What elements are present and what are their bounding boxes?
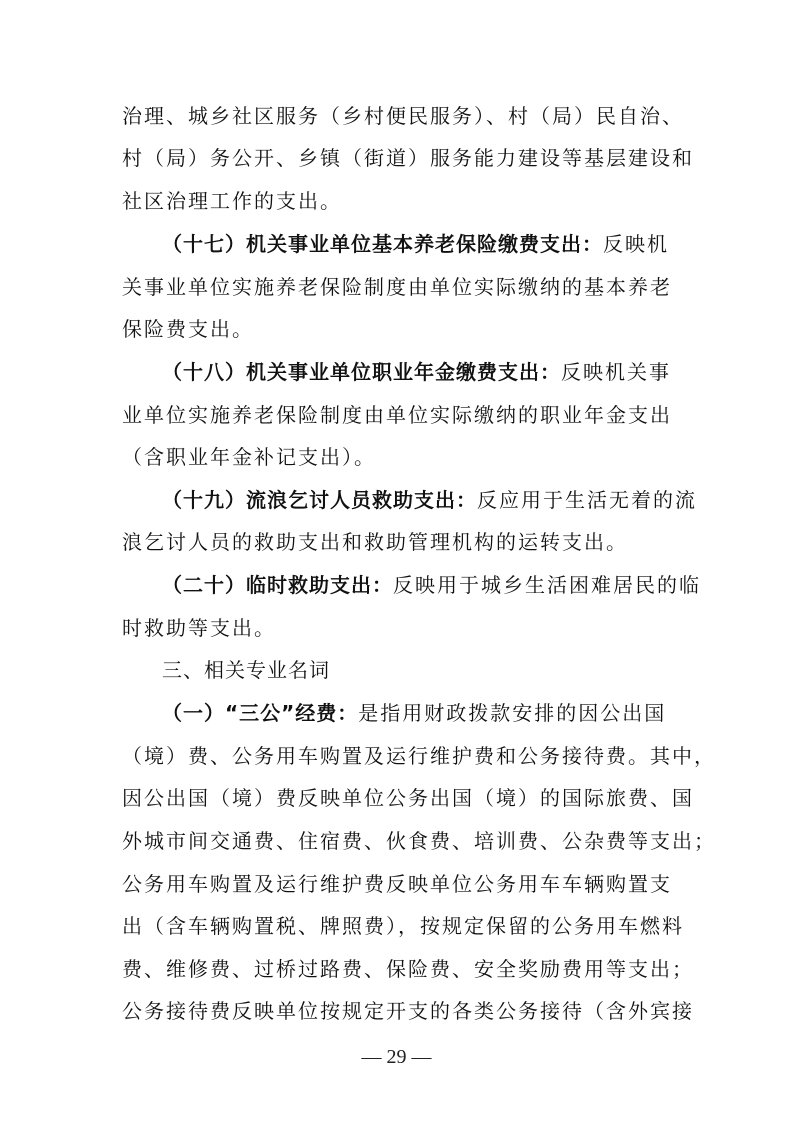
line-text: 浪乞讨人员的救助支出和救助管理机构的运转支出。 — [122, 530, 628, 554]
line-text: 社区治理工作的支出。 — [122, 189, 342, 213]
section-heading-line — [162, 567, 701, 603]
paragraph-line — [122, 397, 671, 433]
line-text: （含职业年金补记支出）。 — [122, 445, 376, 469]
paragraph-line — [122, 738, 716, 774]
line-text: 保险费支出。 — [122, 317, 254, 341]
paragraph-line — [122, 823, 716, 859]
section-heading-bold: （十七）机关事业单位基本养老保险缴费支出： — [162, 232, 603, 256]
line-text: 外城市间交通费、住宿费、伙食费、培训费、公杂费等支出； — [122, 829, 716, 853]
line-text: 反映用于城乡生活困难居民的临 — [393, 573, 701, 597]
line-text: 时救助等支出。 — [122, 616, 276, 640]
paragraph-line — [122, 311, 671, 347]
line-text: 公务接待费反映单位按规定开支的各类公务接待（含外宾接 — [122, 999, 694, 1023]
line-text: 反应用于生活无着的流 — [477, 488, 697, 512]
section-heading-bold: （一）“三公”经费： — [162, 701, 359, 725]
line-text: 反映机关事 — [561, 360, 671, 384]
line-text: 是指用财政拨款安排的因公出国 — [358, 701, 667, 725]
line-text: 费、维修费、过桥过路费、保险费、安全奖励费用等支出； — [122, 957, 694, 981]
paragraph-line — [122, 140, 694, 176]
line-text: 村（局）务公开、乡镇（街道）服务能力建设等基层建设和 — [122, 146, 694, 170]
paragraph-line — [122, 439, 671, 475]
line-text: 关事业单位实施养老保险制度由单位实际缴纳的基本养老 — [122, 275, 672, 299]
line-text: 治理、城乡社区服务（乡村便民服务）、村（局）民自治、 — [122, 104, 684, 128]
section-title — [162, 652, 671, 688]
line-text: （境）费、公务用车购置及运行维护费和公务接待费。其中， — [122, 744, 716, 768]
line-text: 业单位实施养老保险制度由单位实际缴纳的职业年金支出 — [122, 403, 672, 427]
section-heading-line — [162, 482, 697, 518]
section-title-text: 三、相关专业名词 — [162, 658, 330, 682]
paragraph-line — [122, 98, 684, 134]
paragraph-line — [122, 610, 671, 646]
line-text: 反映机 — [603, 232, 669, 256]
paragraph-line — [122, 524, 671, 560]
paragraph-line — [122, 866, 671, 902]
section-heading-line — [162, 354, 671, 390]
line-text: 出（含车辆购置税、牌照费），按规定保留的公务用车燃料 — [122, 914, 684, 938]
page-number: — 29 — — [361, 1046, 432, 1068]
section-heading-bold: （十九）流浪乞讨人员救助支出： — [162, 488, 477, 512]
paragraph-line — [122, 908, 684, 944]
section-heading-bold: （二十）临时救助支出： — [162, 573, 393, 597]
paragraph-line — [122, 183, 671, 219]
section-heading-line — [162, 695, 671, 731]
section-heading-line — [162, 226, 671, 262]
paragraph-line — [122, 269, 671, 305]
line-text: 因公出国（境）费反映单位公务出国（境）的国际旅费、国 — [122, 786, 694, 810]
paragraph-line — [122, 993, 694, 1029]
paragraph-line — [122, 951, 694, 987]
section-heading-bold: （十八）机关事业单位职业年金缴费支出： — [162, 360, 561, 384]
line-text: 公务用车购置及运行维护费反映单位公务用车车辆购置支 — [122, 872, 672, 896]
paragraph-line — [122, 780, 694, 816]
